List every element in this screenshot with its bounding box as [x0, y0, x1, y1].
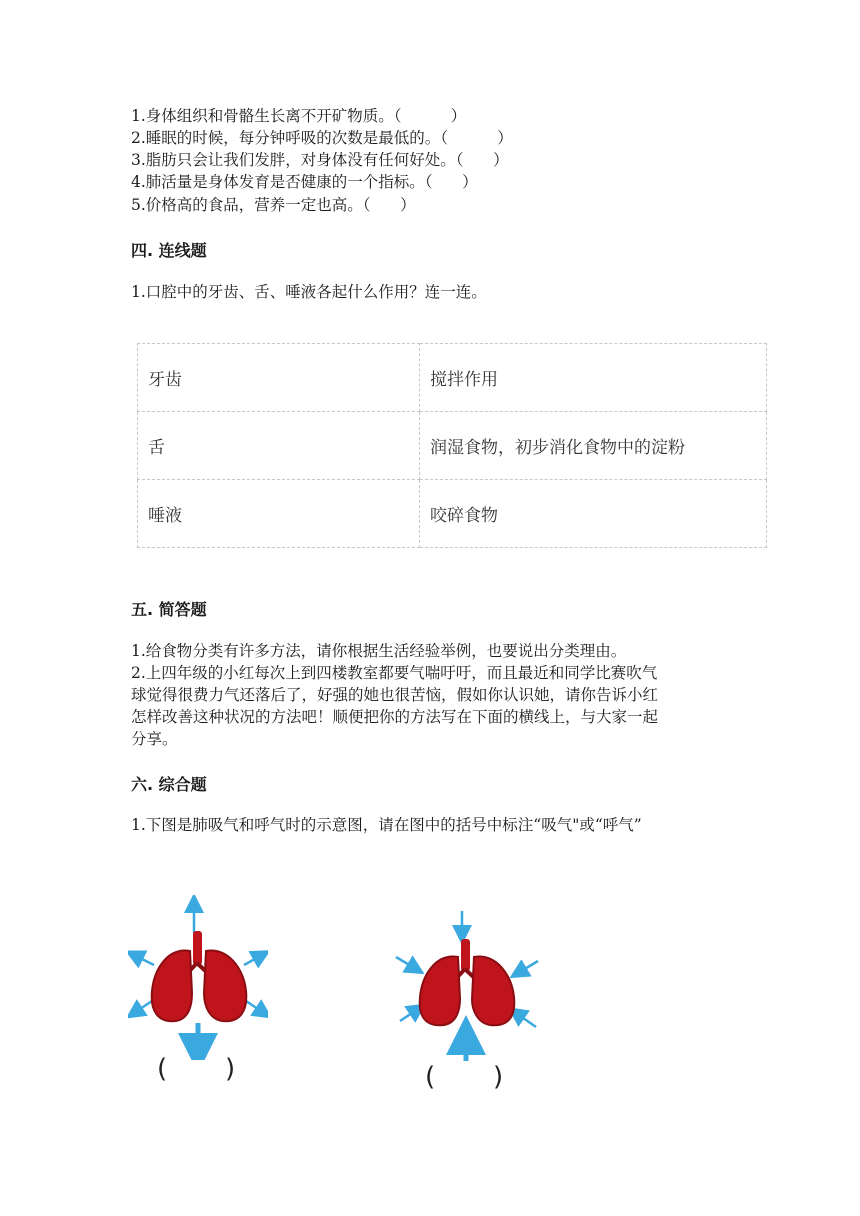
section4-question: 1.口腔中的牙齿、舌、唾液各起什么作用？连一连。 [131, 283, 487, 301]
answer-paren-right[interactable]: ( ) [425, 1062, 504, 1092]
arrow-icon [516, 1013, 536, 1027]
trachea-icon [193, 931, 202, 965]
arrow-icon [134, 955, 154, 965]
arrow-icon [244, 955, 262, 965]
table-cell-right: 润湿食物，初步消化食物中的淀粉 [420, 412, 767, 480]
arrow-icon [246, 1001, 264, 1013]
section5-line-5: 分享。 [131, 730, 178, 748]
right-lung-icon [204, 951, 246, 1022]
trachea-icon [461, 939, 470, 971]
table-cell-left: 舌 [138, 412, 420, 480]
arrow-icon [400, 1009, 418, 1021]
judgement-item-1: 1.身体组织和骨骼生长离不开矿物质。（ ） [131, 107, 467, 125]
left-lung-icon [152, 951, 192, 1022]
judgement-item-2: 2.睡眠的时候，每分钟呼吸的次数是最低的。（ ） [131, 129, 513, 147]
section6-title: 六. 综合题 [131, 775, 207, 794]
section5-title: 五. 简答题 [131, 600, 207, 619]
section5-line-2: 2.上四年级的小红每次上到四楼教室都要气喘吁吁，而且最近和同学比赛吹气 [131, 664, 658, 682]
section5-line-4: 怎样改善这种状况的方法吧！顺便把你的方法写在下面的横线上，与大家一起 [131, 708, 659, 726]
left-lung-icon [420, 957, 460, 1026]
arrow-icon [134, 1001, 152, 1013]
right-lung-icon [472, 957, 514, 1026]
judgement-item-3: 3.脂肪只会让我们发胖，对身体没有任何好处。（ ） [131, 151, 509, 169]
table-cell-left: 唾液 [138, 480, 420, 548]
lung-figure-left [128, 895, 268, 1060]
arrow-icon [396, 957, 416, 969]
table-row [138, 344, 767, 412]
table-row [138, 480, 767, 548]
table-row [138, 412, 767, 480]
table-cell-right: 搅拌作用 [420, 344, 767, 412]
section5-line-1: 1.给食物分类有许多方法，请你根据生活经验举例，也要说出分类理由。 [131, 642, 627, 660]
table-cell-right: 咬碎食物 [420, 480, 767, 548]
section4-title: 四. 连线题 [131, 241, 207, 260]
lung-figure-right [392, 905, 542, 1065]
judgement-item-4: 4.肺活量是身体发育是否健康的一个指标。（ ） [131, 173, 478, 191]
section6-question: 1.下图是肺吸气和呼气时的示意图，请在图中的括号中标注“吸气"或“呼气” [131, 816, 642, 834]
answer-paren-left[interactable]: ( ) [157, 1054, 236, 1084]
section5-line-3: 球觉得很费力气还落后了，好强的她也很苦恼，假如你认识她，请你告诉小红 [131, 686, 659, 704]
matching-table [137, 343, 767, 548]
judgement-item-5: 5.价格高的食品，营养一定也高。（ ） [131, 196, 416, 214]
table-cell-left: 牙齿 [138, 344, 420, 412]
arrow-icon [518, 961, 538, 973]
